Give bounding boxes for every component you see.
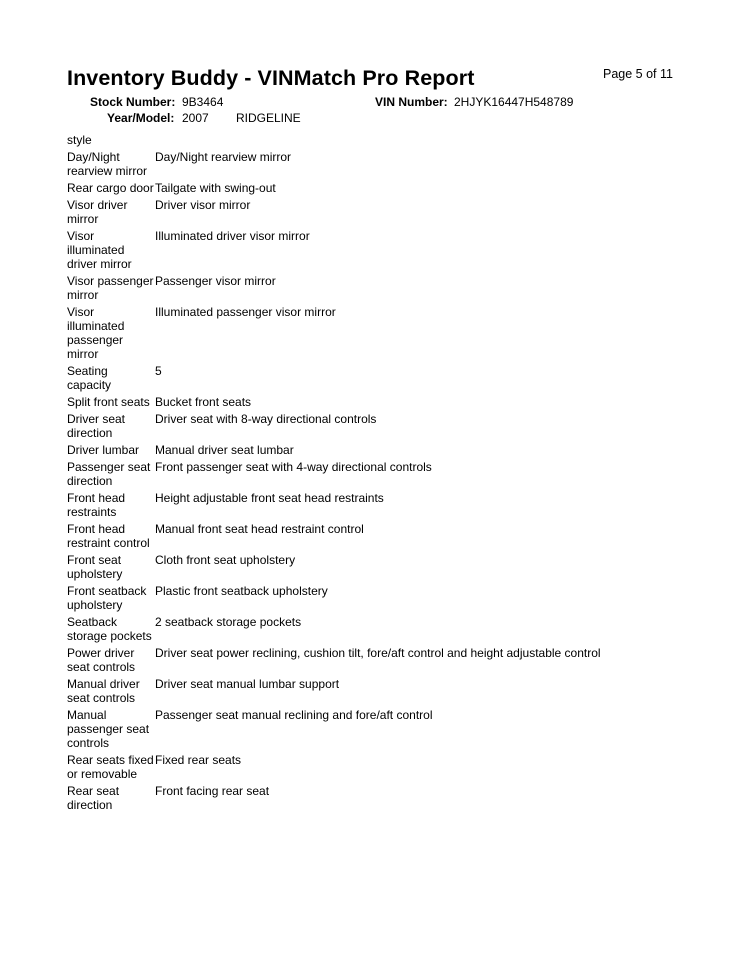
spec-row xyxy=(67,553,687,581)
year-value: 2007 xyxy=(182,111,209,125)
spec-value: Manual front seat head restraint control xyxy=(155,522,364,536)
spec-value: Driver seat manual lumbar support xyxy=(155,677,340,691)
spec-row xyxy=(67,412,687,440)
spec-row xyxy=(67,181,687,195)
spec-key: Seating capacity xyxy=(67,364,112,392)
spec-value: Passenger visor mirror xyxy=(155,274,276,288)
spec-value: Bucket front seats xyxy=(155,395,252,409)
spec-key: Visor illuminated driver mirror xyxy=(67,229,132,271)
spec-value: Manual driver seat lumbar xyxy=(155,443,294,457)
spec-row xyxy=(67,364,687,392)
spec-row xyxy=(67,305,687,361)
report-title: Inventory Buddy - VINMatch Pro Report xyxy=(67,66,475,90)
spec-key: Front head restraint control xyxy=(67,522,150,550)
spec-key: Visor driver mirror xyxy=(67,198,128,226)
spec-row xyxy=(67,133,687,147)
spec-value: Illuminated passenger visor mirror xyxy=(155,305,336,319)
spec-value: 5 xyxy=(155,364,162,378)
spec-value: Illuminated driver visor mirror xyxy=(155,229,310,243)
spec-value: Cloth front seat upholstery xyxy=(155,553,296,567)
spec-row xyxy=(67,677,687,705)
page-number: Page 5 of 11 xyxy=(603,67,673,81)
spec-row xyxy=(67,274,687,302)
spec-row xyxy=(67,198,687,226)
spec-key: Day/Night rearview mirror xyxy=(67,150,148,178)
spec-sheet xyxy=(67,133,687,815)
spec-row xyxy=(67,395,687,409)
spec-value: Driver seat with 8-way directional controls xyxy=(155,412,377,426)
spec-row xyxy=(67,615,687,643)
spec-key: Split front seats xyxy=(67,395,150,409)
spec-key: Visor illuminated passenger mirror xyxy=(67,305,125,361)
spec-row xyxy=(67,150,687,178)
spec-key: Power driver seat controls xyxy=(67,646,136,674)
model-value: RIDGELINE xyxy=(236,111,301,125)
year-model-label: Year/Model: xyxy=(107,111,175,125)
spec-value: Driver visor mirror xyxy=(155,198,251,212)
spec-key: Manual driver seat controls xyxy=(67,677,140,705)
spec-row xyxy=(67,491,687,519)
stock-number-label: Stock Number: xyxy=(90,95,176,109)
spec-row xyxy=(67,229,687,271)
spec-key: Front seatback upholstery xyxy=(67,584,147,612)
spec-key: Seatback storage pockets xyxy=(67,615,152,643)
spec-key: style xyxy=(67,133,92,147)
spec-value: 2 seatback storage pockets xyxy=(155,615,302,629)
spec-key: Manual passenger seat controls xyxy=(67,708,150,750)
spec-value: Front passenger seat with 4-way directional controls xyxy=(155,460,432,474)
spec-key: Front head restraints xyxy=(67,491,126,519)
spec-key: Passenger seat direction xyxy=(67,460,151,488)
spec-value xyxy=(154,133,687,147)
spec-value: Plastic front seatback upholstery xyxy=(155,584,328,598)
spec-key: Driver seat direction xyxy=(67,412,126,440)
spec-row xyxy=(67,522,687,550)
spec-key: Front seat upholstery xyxy=(67,553,123,581)
spec-key: Rear seat direction xyxy=(67,784,120,812)
spec-row xyxy=(67,646,687,674)
spec-value: Height adjustable front seat head restraints xyxy=(155,491,384,505)
spec-row xyxy=(67,584,687,612)
spec-value: Fixed rear seats xyxy=(155,753,242,767)
spec-value: Driver seat power reclining, cushion tilt, fore/aft control and height adjustable control xyxy=(155,646,601,660)
stock-number-value: 9B3464 xyxy=(182,95,224,109)
spec-value: Front facing rear seat xyxy=(155,784,270,798)
spec-value: Tailgate with swing-out xyxy=(155,181,276,195)
spec-value: Day/Night rearview mirror xyxy=(155,150,292,164)
spec-key: Driver lumbar xyxy=(67,443,140,457)
vin-number-label: VIN Number: xyxy=(375,95,448,109)
spec-row xyxy=(67,784,687,812)
spec-key: Rear seats fixed or removable xyxy=(67,753,154,781)
spec-row xyxy=(67,460,687,488)
vin-number-value: 2HJYK16447H548789 xyxy=(454,95,574,109)
spec-value: Passenger seat manual reclining and fore/aft control xyxy=(155,708,433,722)
spec-key: Visor passenger mirror xyxy=(67,274,154,302)
spec-row xyxy=(67,443,687,457)
spec-row xyxy=(67,753,687,781)
spec-key: Rear cargo door xyxy=(67,181,154,195)
spec-row xyxy=(67,708,687,750)
